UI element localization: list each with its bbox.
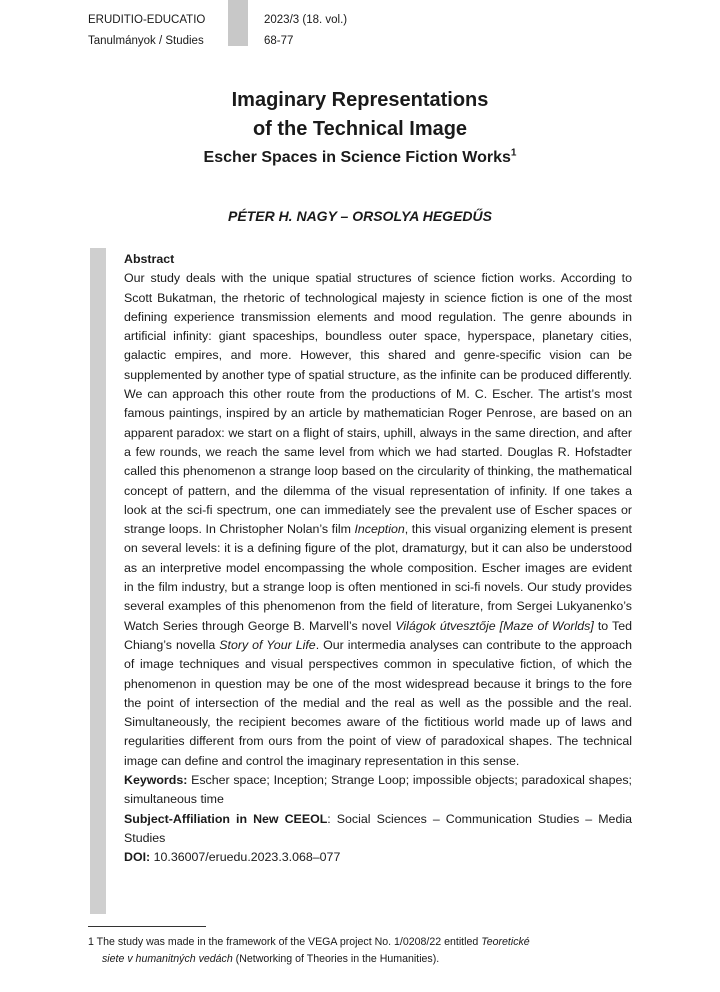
- footnote-text-part-1: The study was made in the framework of the VEGA project No. 1/0208/22 entitled: [96, 936, 482, 948]
- project-title-part-2: siete v humanitných vedách: [102, 953, 233, 965]
- article-subtitle: [0, 146, 720, 170]
- article-title-line-1: Imaginary Representations: [231, 89, 489, 111]
- abstract-text-part-4: . Our intermedia analyses can contribute to the approach of image techniques and visual perspectives common in speculative fiction, of which the phenomenon in question may be one of the most widespread because it brings to the fore the point of intersection of the medial and the real as well as the possible and the real. Simultaneously, the recipient becomes aware of the fictitious world made up of laws and regularities different from ours from the point of view of paradoxical shapes. The technical image can define and control the imaginary representation in this sense.: [124, 637, 633, 768]
- issue-number: 2023/3 (18. vol.): [264, 14, 348, 26]
- footnote-text-part-2: (Networking of Theories in the Humanities).: [232, 953, 440, 965]
- authors: PÉTER H. NAGY – ORSOLYA HEGEDŰS: [228, 208, 492, 224]
- footnote-number: 1: [88, 936, 94, 948]
- film-title: Inception: [354, 522, 405, 537]
- novel-title: Világok útvesztője [Maze of Worlds]: [395, 618, 594, 633]
- header-divider-bar: [228, 0, 248, 46]
- doi-value[interactable]: 10.36007/eruedu.2023.3.068–077: [153, 850, 341, 865]
- project-title-part-1: Teoretické: [481, 936, 530, 948]
- footnote-rule: [88, 926, 206, 927]
- abstract-text-part-2: , this visual organizing element is present on several levels: it is a defining figure of the plot, dramaturgy, but it can also be understood as an interpretive model encompassing the whole composition. Escher images are evident in the film industry, but a strange loop is often mentioned in sci-fi novels. Our study provides several examples of this phenomenon from the field of literature, from Sergei Lukyanenko’s Watch Series through George B. Marvell’s novel: [124, 522, 632, 633]
- footnote: [88, 934, 628, 968]
- journal-name: ERUDITIO-EDUCATIO: [88, 14, 206, 26]
- footnote-ref[interactable]: 1: [510, 147, 517, 159]
- running-header-right: [264, 10, 347, 52]
- doi: [124, 848, 632, 867]
- abstract-heading: Abstract: [124, 252, 175, 266]
- keywords: [124, 771, 632, 810]
- novella-title: Story of Your Life: [219, 637, 316, 652]
- page-range: 68-77: [264, 35, 294, 47]
- article-title-line-2: of the Technical Image: [252, 118, 468, 140]
- affiliation-label: Subject-Affiliation in New CEEOL: [124, 811, 328, 826]
- keywords-list: Escher space; Inception; Strange Loop; impossible objects; paradoxical shapes; simultaneous time: [124, 773, 632, 807]
- abstract-side-bar: [90, 248, 106, 914]
- abstract-text-part-1: Our study deals with the unique spatial structures of science fiction works. According to Scott Bukatman, the rhetoric of technological majesty in science fiction is one of the most defining experience transmission elements and mood regulation. The genre abounds in artificial infinity: giant spaceships, boundless outer space, hyperspace, planetary cities, galactic empires, and more. However, this shared and genre-specific vision can be supplemented by another type of spatial structure, as the infinite can be produced differently. We can approach this other route from the productions of M. C. Escher. The artist’s most famous paintings, inspired by an article by mathematician Roger Penrose, are based on an apparent paradox: we start on a flight of stairs, uphill, always in the same direction, and after a few rounds, we reach the same level from which we had started. Douglas R. Hofstadter called this phenomenon a strange loop based on the circularity of thinking, the mathematical concept of pattern, and the dilemma of the visual representation of infinity. If one takes a look at the sci-fi spectrum, one can immediately see the prevalent use of Escher spaces or strange loops. In Christopher Nolan’s film: [124, 271, 632, 537]
- abstract-text: [124, 269, 632, 771]
- doi-label: DOI:: [124, 850, 151, 865]
- affiliation-value: : Social Sciences – Communication Studies – Media Studies: [124, 811, 632, 845]
- subtitle-text: Escher Spaces in Science Fiction Works: [203, 149, 511, 166]
- title-block: [0, 86, 720, 170]
- abstract-block: [124, 250, 632, 868]
- subject-affiliation: [124, 810, 632, 849]
- abstract-text-part-3: to Ted Chiang’s novella: [124, 618, 632, 652]
- journal-section: Tanulmányok / Studies: [88, 35, 204, 47]
- running-header-left: [88, 10, 205, 52]
- keywords-label: Keywords:: [124, 773, 188, 788]
